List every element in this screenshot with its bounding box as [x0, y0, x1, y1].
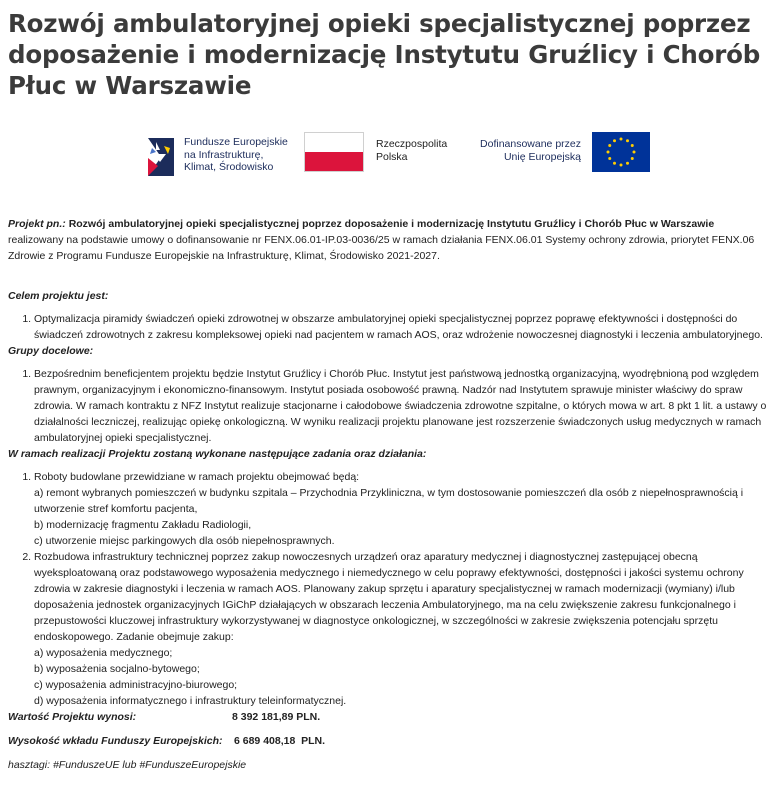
eu-contribution-row — [8, 733, 772, 749]
page-title: Rozwój ambulatoryjnej opieki specjalistycznej poprzez doposażenie i modernizację Instytutu Gruźlicy i Chorób Płuc w Warszawie — [8, 9, 761, 100]
project-details: realizowany na podstawie umowy o dofinansowanie nr FENX.06.01-IP.03-0036/25 w ramach działania FENX.06.01 Systemy ochrony zdrowia, priorytet FENX.06 Zdrowie z Programu Fundusze Europejskie na Infrastrukturę, Klimat, Środowisko 2021-2027. — [8, 234, 755, 262]
eu-star-icon — [631, 144, 634, 147]
eu-star-icon — [613, 162, 616, 165]
eu-star-icon — [608, 157, 611, 160]
task-2-sub-c: c) wyposażenia administracyjno-biurowego; — [34, 679, 238, 691]
eu-contribution-amount: 6 689 408,18 PLN. — [234, 735, 326, 747]
eu-cofunding-logo — [468, 132, 648, 176]
eu-star-icon — [620, 138, 623, 141]
fe-line-2: na Infrastrukturę, — [184, 148, 264, 161]
project-label: Projekt pn.: — [8, 218, 66, 230]
task-1-text: Roboty budowlane przewidziane w ramach projektu obejmować będą: — [34, 471, 360, 483]
task-1-sub-b: b) modernizację fragmentu Zakładu Radiologii, — [34, 519, 252, 531]
eu-star-icon — [633, 151, 636, 154]
project-name: Rozwój ambulatoryjnej opieki specjalistycznej poprzez doposażenie i modernizację Instytutu Gruźlicy i Chorób Płuc w Warszawie — [68, 218, 715, 230]
rp-line-1: Rzeczpospolita — [376, 138, 448, 150]
eu-line-2: Unię Europejską — [503, 151, 581, 163]
project-intro — [8, 216, 772, 264]
project-value-amount: 8 392 181,89 PLN. — [232, 711, 321, 723]
polish-flag-icon — [304, 132, 364, 172]
eu-star-icon — [607, 151, 610, 154]
list-item — [34, 549, 772, 709]
target-groups-label: Grupy docelowe: — [8, 345, 94, 357]
project-value-label: Wartość Projektu wynosi: — [8, 711, 137, 723]
eu-star-icon — [613, 139, 616, 142]
list-item — [34, 469, 772, 549]
goal-list — [8, 311, 772, 343]
list-item: 1. Bezpośrednim beneficjentem projektu będzie Instytut Gruźlicy i Chorób Płuc. Instytut jest państwową jednostką organizacyjną, wyodrębnioną pod względem prawnym, organizacyjnym i ekonomiczno-finansowym. Instytut posiada osobowość prawną. Nadzór nad Instytutem sprawuje minister właściwy do spraw zdrowia. W ramach kontraktu z NFZ Instytut realizuje stacjonarne i całodobowe świadczenia zdrowotne szpitalne, o których mowa w art. 8 pkt 1 lit. a ustawy o działalności leczniczej, realizując opiekę onkologiczną. W wyniku realizacji projektu planowane jest rozszerzenie świadczonych usług medycznych w ramach ambulatoryjnej opieki specjalistycznej. — [34, 366, 772, 446]
task-1-sub-a: a) remont wybranych pomieszczeń w budynku szpitala – Przychodnia Przykliniczna, w tym dostosowanie pomieszczeń dla osób z niepełnosprawnością i utworzenie stref komfortu pacjenta, — [34, 487, 744, 515]
goal-label: Celem projektu jest: — [8, 290, 109, 302]
fe-line-1: Fundusze Europejskie — [184, 136, 288, 148]
target-groups-list — [8, 366, 772, 446]
eu-star-icon — [626, 162, 629, 165]
eu-star-icon — [626, 139, 629, 142]
hashtags: hasztagi: #FunduszeUE lub #FunduszeEuropejskie — [8, 759, 247, 771]
list-item: 1. Optymalizacja piramidy świadczeń opieki zdrowotnej w obszarze ambulatoryjnej opieki specjalistycznej poprzez poprawę efektywności i dostępności do świadczeń zdrowotnych z zakresu kompleksowej opieki nad pacjentem w ramach AOS, oraz wdrożenie nowoczesnej diagnostyki i leczenia ambulatoryjnego. — [34, 311, 772, 343]
content — [8, 216, 772, 773]
tasks-label: W ramach realizacji Projektu zostaną wykonane następujące zadania oraz działania: — [8, 448, 427, 460]
eu-star-icon — [608, 144, 611, 147]
eu-flag-icon — [592, 132, 650, 172]
eu-star-icon — [620, 164, 623, 167]
fe-flag-icon — [144, 136, 180, 178]
eu-contribution-label: Wysokość wkładu Funduszy Europejskich: — [8, 735, 223, 747]
task-2-sub-d: d) wyposażenia informatycznego i infrastruktury teleinformatycznej. — [34, 695, 347, 707]
project-value-row — [8, 709, 772, 725]
task-1-sub-c: c) utworzenie miejsc parkingowych dla osób niepełnosprawnych. — [34, 535, 335, 547]
fe-line-3: Klimat, Środowisko — [184, 161, 274, 173]
fundusze-europejskie-logo — [144, 134, 294, 182]
eu-line-1: Dofinansowane przez — [480, 138, 581, 150]
tasks-list — [8, 469, 772, 709]
task-2-sub-b: b) wyposażenia socjalno-bytowego; — [34, 663, 200, 675]
eu-star-icon — [631, 157, 634, 160]
task-2-sub-a: a) wyposażenia medycznego; — [34, 647, 173, 659]
rp-line-2: Polska — [376, 151, 408, 163]
logo-strip — [8, 128, 772, 218]
task-2-text: Rozbudowa infrastruktury technicznej poprzez zakup nowoczesnych urządzeń oraz aparatury medycznej i diagnostycznej zastępującej obecną wyeksploatowaną oraz podstawowego wyposażenia medycznego i niemedycznego w celu poprawy efektywności, dostępności i jakości systemu ochrony zdrowia w zakresie diagnostyki i leczenia w ramach AOS. Planowany zakup sprzętu i aparatury specjalistycznej w ramach modernizacji (wymiany) i/lub doposażenia jednostek organizacyjnych IGiChP działających w obszarach leczenia Ambulatoryjnego, ma na celu zwiększenie zakresu funkcjonalnego i przepustowości kluczowej infrastruktury wykorzystywanej w diagnostyce onkologicznej, w szczególności w zakresie zwiększenia potencjału sprzętu endoskopowego. Zadanie obejmuje zakup: — [34, 551, 744, 643]
rzeczpospolita-polska-logo — [304, 132, 454, 176]
